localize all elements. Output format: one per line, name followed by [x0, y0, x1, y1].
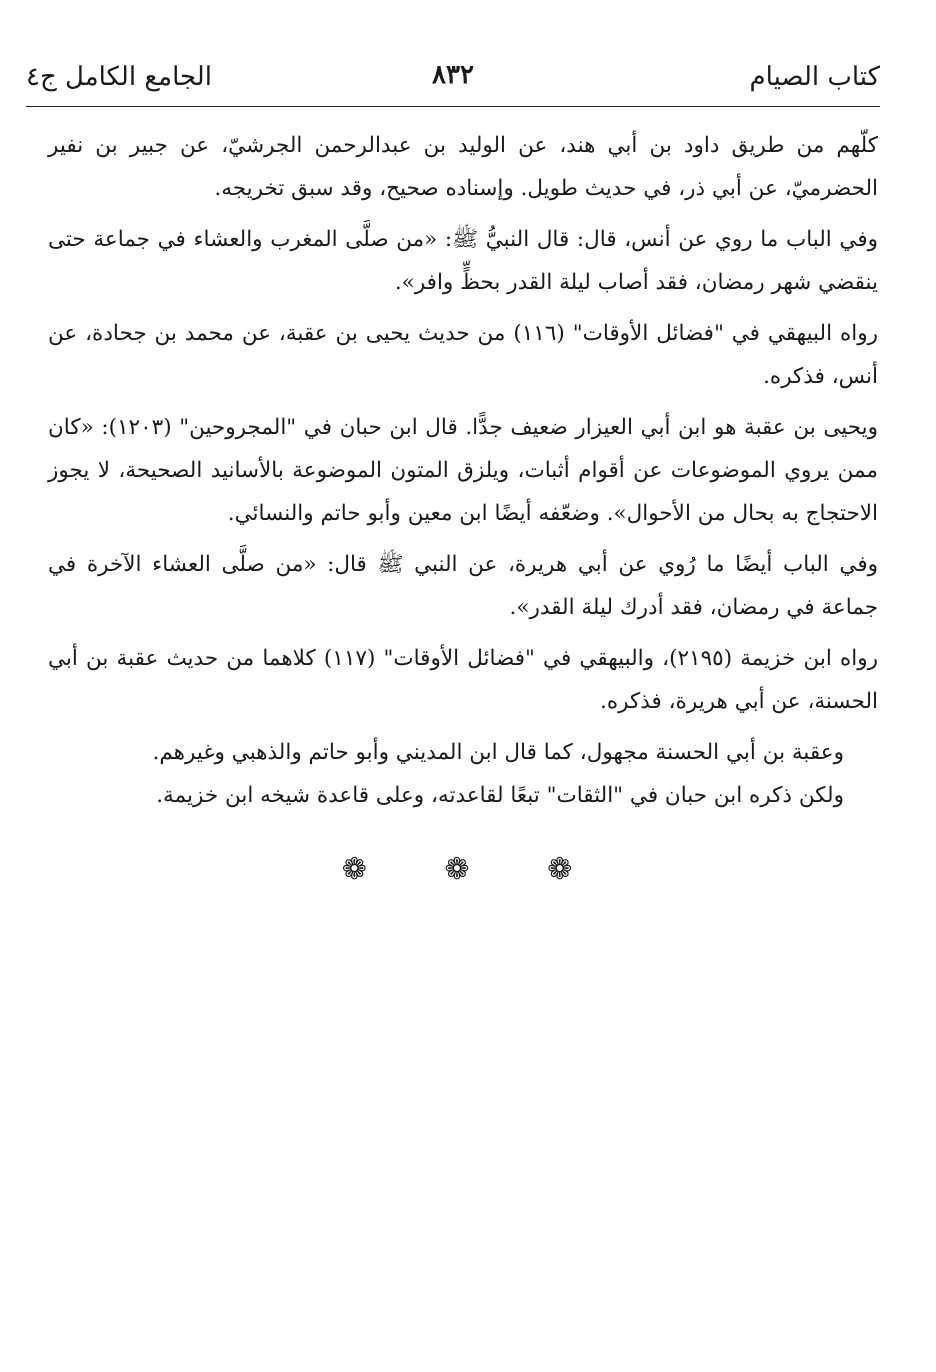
paragraph-8: ولكن ذكره ابن حبان في "الثقات" تبعًا لقاعدته، وعلى قاعدة شيخه ابن خزيمة.	[156, 783, 844, 808]
chapter-title: كتاب الصيام	[749, 62, 880, 92]
paragraph-7: وعقبة بن أبي الحسنة مجهول، كما قال ابن المديني وأبو حاتم والذهبي وغيرهم.	[152, 740, 844, 765]
paragraph-6: رواه ابن خزيمة (٢١٩٥)، والبيهقي في "فضائل الأوقات" (١١٧) كلاهما من حديث عقبة بن أبي الحسنة، عن أبي هريرة، فذكره.	[48, 646, 878, 714]
book-title: الجامع الكامل ج٤	[26, 62, 212, 92]
page-header	[26, 56, 880, 104]
flower-ornament-icon: ❁	[444, 852, 492, 887]
flower-ornament-icon: ❁	[547, 852, 595, 887]
paragraph-4: ويحيى بن عقبة هو ابن أبي العيزار ضعيف جدًّا. قال ابن حبان في "المجروحين" (١٢٠٣): «كان ممن يروي الموضوعات عن أقوام أثبات، ويلزق المتون الموضوعة بالأسانيد الصحيحة، لا يجوز الاحتجاج به بحال من الأحوال». وضعّفه أيضًا ابن معين وأبو حاتم والنسائي.	[48, 415, 878, 526]
header-divider	[26, 106, 880, 107]
flower-ornament-icon: ❁	[341, 852, 389, 887]
paragraph-3: رواه البيهقي في "فضائل الأوقات" (١١٦) من حديث يحيى بن عقبة، عن محمد بن جحادة، عن أنس، فذكره.	[48, 321, 878, 389]
section-end-ornaments	[0, 852, 936, 887]
paragraph-5: وفي الباب أيضًا ما رُوي عن أبي هريرة، عن النبي ﷺ قال: «من صلَّى العشاء الآخرة في جماعة في رمضان، فقد أدرك ليلة القدر».	[48, 552, 878, 620]
page-body	[48, 124, 878, 817]
paragraph-1: كلّهم من طريق داود بن أبي هند، عن الوليد بن عبدالرحمن الجرشيّ، عن جبير بن نفير الحضرميّ، عن أبي ذر، في حديث طويل. وإسناده صحيح، وقد سبق تخريجه.	[48, 133, 878, 201]
page-number: ٨٣٢	[432, 60, 474, 90]
paragraph-2: وفي الباب ما روي عن أنس، قال: قال النبيُّ ﷺ: «من صلَّى المغرب والعشاء في جماعة حتى ينقضي شهر رمضان، فقد أصاب ليلة القدر بحظٍّ وافر».	[48, 227, 878, 295]
